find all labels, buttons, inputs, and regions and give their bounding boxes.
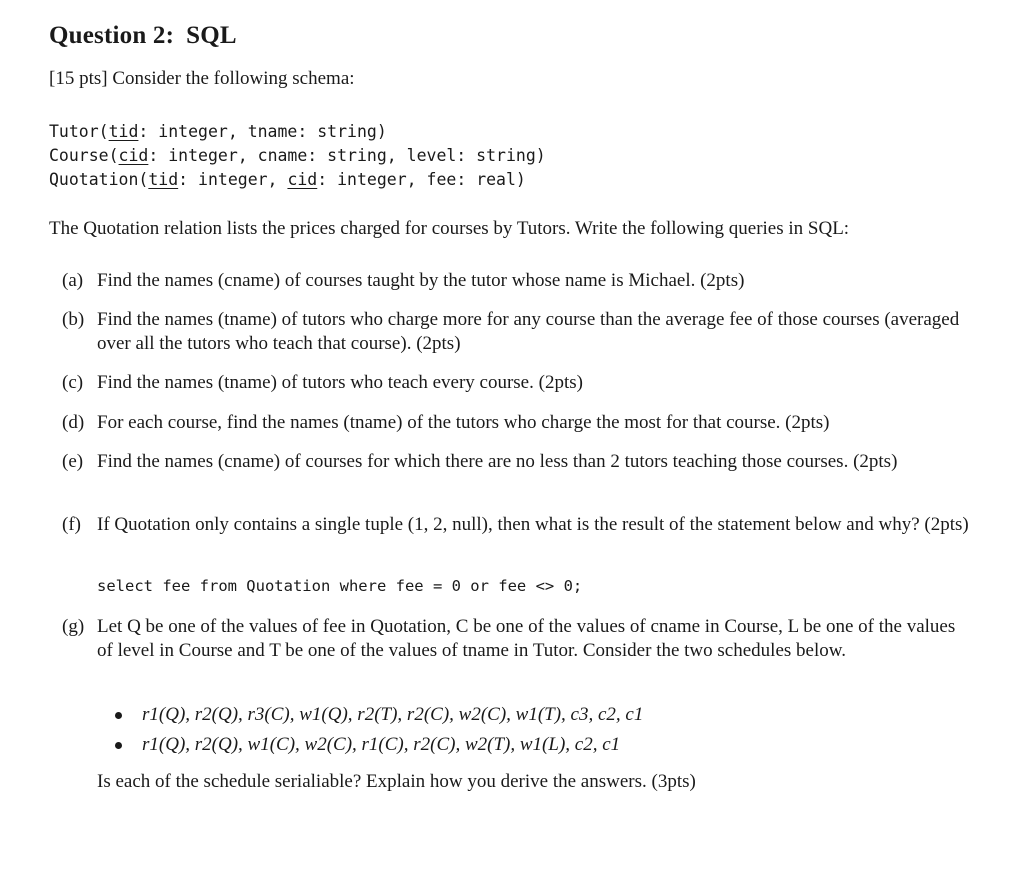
schedule-text: r1(Q), r2(Q), r3(C), w1(Q), r2(T), r2(C), w2(C), w1(T), c3, c2, c1	[142, 704, 644, 725]
relation-note: The Quotation relation lists the prices charged for courses by Tutors. Write the following queries in SQL:	[49, 218, 850, 239]
bullet-icon	[115, 742, 122, 749]
schema-row-tutor: Tutor(tid: integer, tname: string)	[49, 122, 387, 141]
question-d	[62, 411, 974, 435]
question-heading	[49, 22, 237, 50]
question-text: Find the names (tname) of tutors who teach every course. (2pts)	[97, 372, 583, 393]
question-g	[62, 615, 974, 662]
question-text: Find the names (tname) of tutors who charge more for any course than the average fee of those courses (averaged over all the tutors who teach that course). (2pts)	[97, 309, 960, 354]
question-e	[62, 450, 974, 474]
question-c	[62, 371, 974, 395]
schedule-text: r1(Q), r2(Q), w1(C), w2(C), r1(C), r2(C), w2(T), w1(L), c2, c1	[142, 734, 621, 755]
question-text: If Quotation only contains a single tuple (1, 2, null), then what is the result of the statement below and why? (2pts)	[97, 514, 969, 535]
question-text: For each course, find the names (tname) of the tutors who charge the most for that course. (2pts)	[97, 412, 830, 433]
question-label: (c)	[62, 372, 84, 393]
question-topic: SQL	[186, 22, 237, 49]
bullet-icon	[115, 712, 122, 719]
question-text: Find the names (cname) of courses taught by the tutor whose name is Michael. (2pts)	[97, 270, 745, 291]
question-label: (d)	[62, 412, 85, 433]
schema-row-course: Course(cid: integer, cname: string, level: string)	[49, 146, 546, 165]
question-number: Question 2:	[49, 22, 175, 49]
question-a	[62, 269, 974, 293]
schema-block	[49, 120, 546, 192]
schedule-list	[115, 704, 643, 764]
final-question: Is each of the schedule serialiable? Explain how you derive the answers. (3pts)	[97, 771, 696, 792]
question-b	[62, 308, 974, 355]
schedule-item	[115, 734, 643, 764]
sql-statement: select fee from Quotation where fee = 0 or fee <> 0;	[97, 577, 583, 595]
question-label: (f)	[62, 514, 81, 535]
question-text: Find the names (cname) of courses for which there are no less than 2 tutors teaching those courses. (2pts)	[97, 451, 898, 472]
question-label: (e)	[62, 451, 84, 472]
question-text: Let Q be one of the values of fee in Quotation, C be one of the values of cname in Course, L be one of the values of level in Course and T be one of the values of tname in Tutor. Consider the two schedules below.	[97, 616, 956, 661]
question-label: (b)	[62, 309, 85, 330]
question-f	[62, 513, 974, 537]
question-label: (g)	[62, 616, 85, 637]
question-label: (a)	[62, 270, 84, 291]
intro-text: [15 pts] Consider the following schema:	[49, 68, 355, 89]
schema-row-quotation: Quotation(tid: integer, cid: integer, fee: real)	[49, 170, 526, 189]
schedule-item	[115, 704, 643, 734]
